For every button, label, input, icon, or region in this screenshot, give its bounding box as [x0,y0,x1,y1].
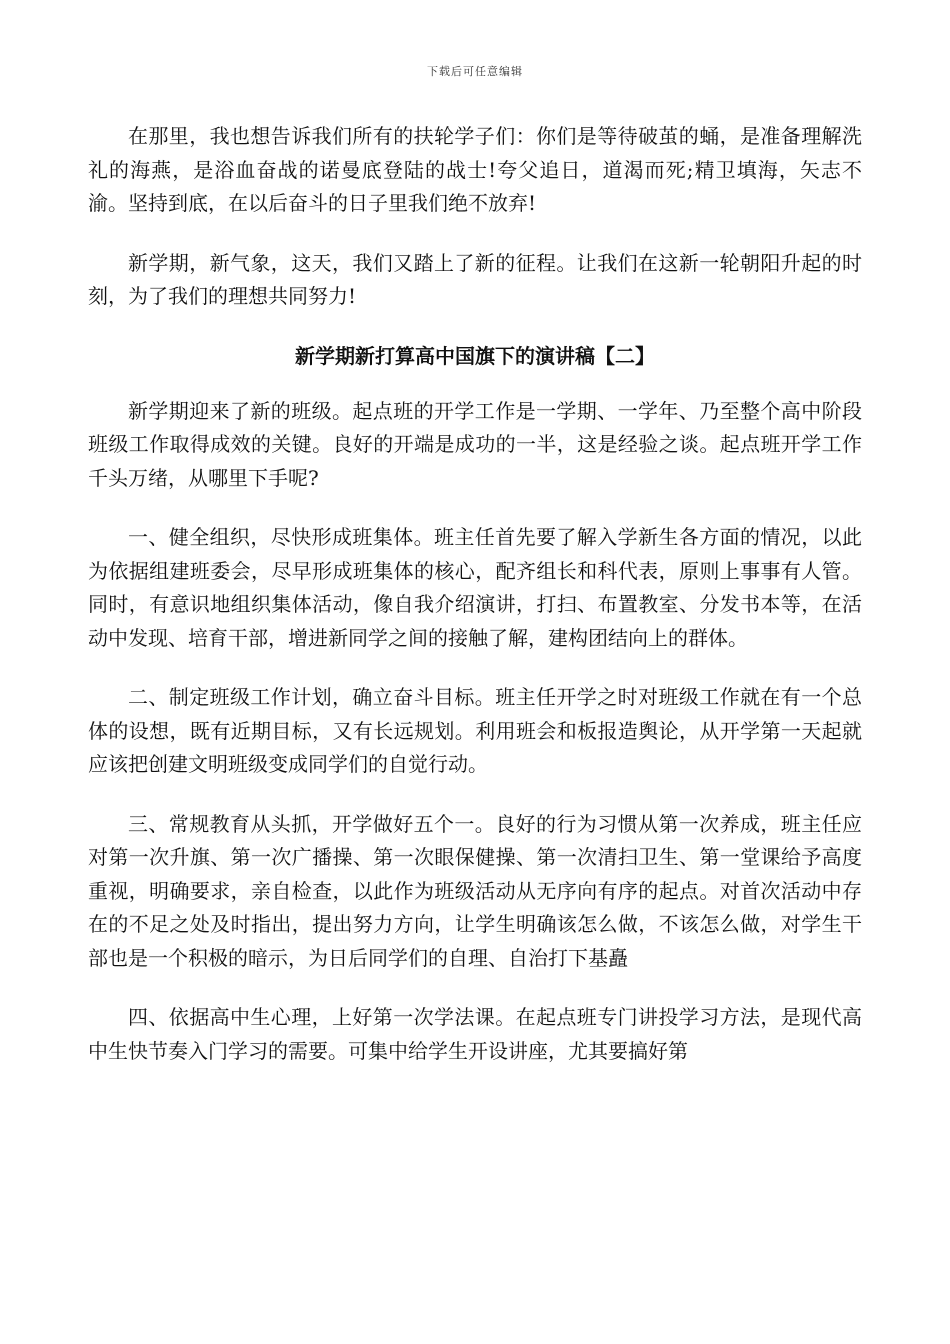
page-header-note: 下载后可任意编辑 [427,65,523,78]
section-title: 新学期新打算高中国旗下的演讲稿【二】 [295,343,655,368]
paragraph: 新学期，新气象，这天，我们又踏上了新的征程。让我们在这新一轮朝阳升起的时刻，为了我们的理想共同努力! [88,250,862,308]
document-body [88,120,862,1068]
paragraph: 新学期迎来了新的班级。起点班的开学工作是一学期、一学年、乃至整个高中阶段班级工作取得成效的关键。良好的开端是成功的一半，这是经验之谈。起点班开学工作千头万绪，从哪里下手呢? [88,398,862,490]
paragraph: 三、常规教育从头抓，开学做好五个一。良好的行为习惯从第一次养成，班主任应对第一次升旗、第一次广播操、第一次眼保健操、第一次清扫卫生、第一堂课给予高度重视，明确要求，亲自检查，以此作为班级活动从无序向有序的起点。对首次活动中存在的不足之处及时指出，提出努力方向，让学生明确该怎么做，不该怎么做，对学生干部也是一个积极的暗示，为日后同学们的自理、自治打下基矗 [88,811,862,970]
paragraph: 在那里，我也想告诉我们所有的扶轮学子们：你们是等待破茧的蛹，是准备理解洗礼的海燕，是浴血奋战的诺曼底登陆的战士!夸父追日，道渴而死;精卫填海，矢志不渝。坚持到底，在以后奋斗的日子里我们绝不放弃! [88,124,862,215]
paragraph: 一、健全组织，尽快形成班集体。班主任首先要了解入学新生各方面的情况，以此为依据组建班委会，尽早形成班集体的核心，配齐组长和科代表，原则上事事有人管。同时，有意识地组织集体活动，像自我介绍演讲，打扫、布置教室、分发书本等，在活动中发现、培育干部，增进新同学之间的接触了解，建构团结向上的群体。 [88,525,862,650]
paragraph: 二、制定班级工作计划，确立奋斗目标。班主任开学之时对班级工作就在有一个总体的设想，既有近期目标，又有长远规划。利用班会和板报造舆论，从开学第一天起就应该把创建文明班级变成同学们的自觉行动。 [88,685,862,776]
paragraph: 四、依据高中生心理，上好第一次学法课。在起点班专门讲投学习方法，是现代高中生快节奏入门学习的需要。可集中给学生开设讲座，尤其要搞好第 [88,1005,862,1063]
